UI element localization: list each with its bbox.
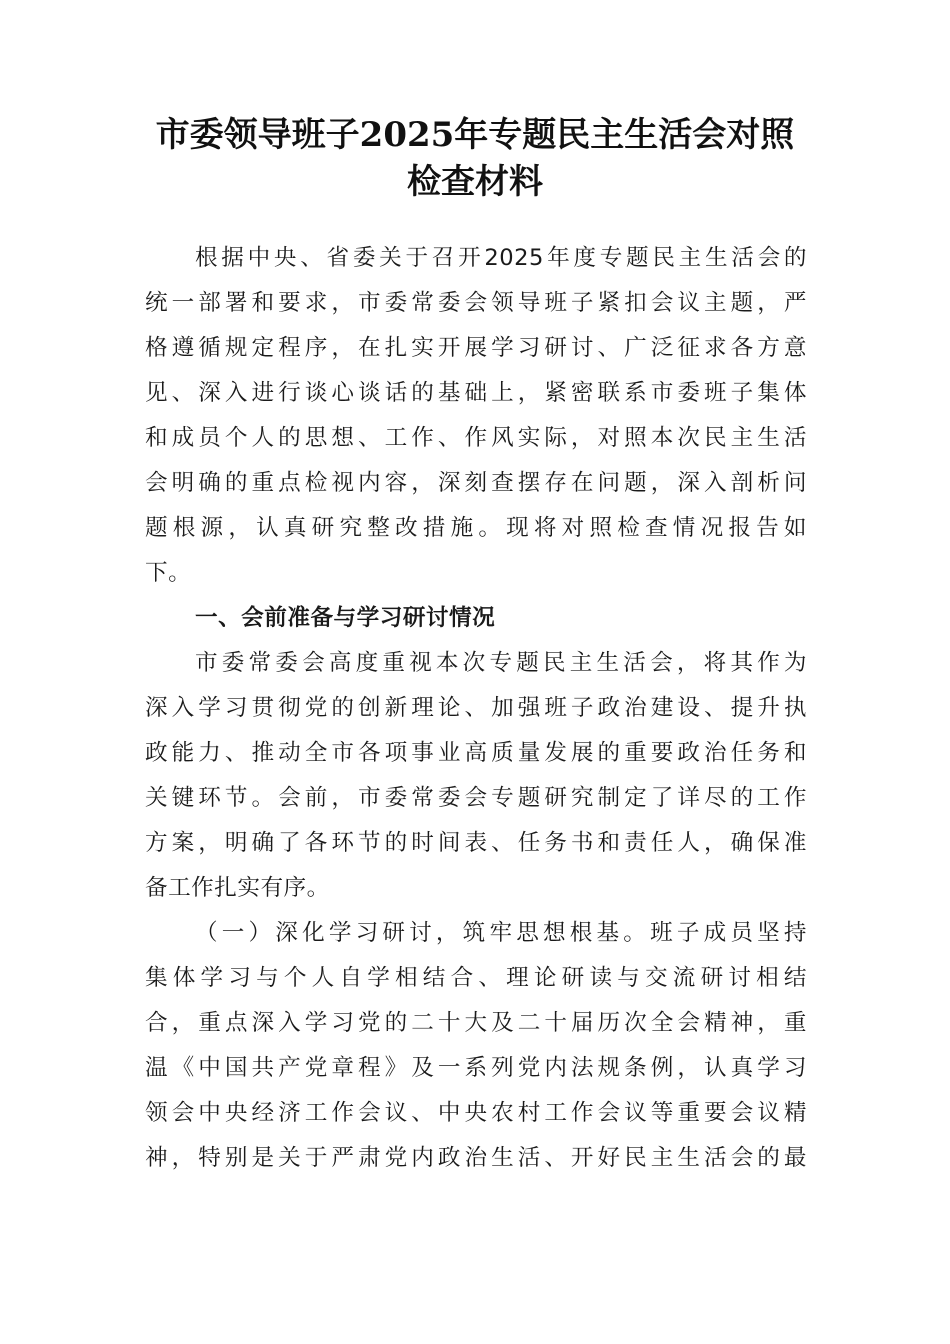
document-body: [145, 236, 807, 1181]
title-line-2: 检查材料: [407, 162, 543, 202]
paragraph-line: 领会中央经济工作会议、中央农村工作会议等重要会议精: [145, 1100, 807, 1126]
subsection-first-text: 班子成员坚持: [650, 920, 808, 946]
paragraph-line: 方案，明确了各环节的时间表、任务书和责任人，确保准: [145, 830, 807, 856]
paragraph-line: 政能力、推动全市各项事业高质量发展的重要政治任务和: [145, 740, 807, 766]
paragraph-line: 会明确的重点检视内容，深刻查摆存在问题，深入剖析问: [145, 470, 807, 496]
paragraph-line: 备工作扎实有序。: [145, 875, 330, 901]
paragraph-line: 和成员个人的思想、工作、作风实际，对照本次民主生活: [145, 425, 807, 451]
paragraph-line: 下。: [145, 560, 192, 586]
paragraph-line: 市委常委会高度重视本次专题民主生活会，将其作为: [195, 650, 807, 676]
paragraph-line: 合，重点深入学习党的二十大及二十届历次全会精神，重: [145, 1010, 807, 1036]
section-heading: 一、会前准备与学习研讨情况: [195, 605, 496, 631]
paragraph-line: 深入学习贯彻党的创新理论、加强班子政治建设、提升执: [145, 695, 807, 721]
paragraph-line: 集体学习与个人自学相结合、理论研读与交流研讨相结: [145, 965, 807, 991]
paragraph-line: 格遵循规定程序，在扎实开展学习研讨、广泛征求各方意: [145, 335, 807, 361]
paragraph-line: 题根源，认真研究整改措施。现将对照检查情况报告如: [145, 515, 807, 541]
paragraph-line: 温《中国共产党章程》及一系列党内法规条例，认真学习: [145, 1055, 807, 1081]
paragraph-line: 根据中央、省委关于召开2025年度专题民主生活会的: [195, 245, 807, 271]
paragraph-line: 统一部署和要求，市委常委会领导班子紧扣会议主题，严: [145, 290, 807, 316]
subsection-first-line: [145, 911, 807, 956]
title-line-1: 市委领导班子2025年专题民主生活会对照: [155, 115, 795, 155]
subsection-heading: （一）深化学习研讨，筑牢思想根基。: [195, 920, 651, 946]
paragraph-line: 神，特别是关于严肃党内政治生活、开好民主生活会的最: [145, 1145, 807, 1171]
paragraph-line: 见、深入进行谈心谈话的基础上，紧密联系市委班子集体: [145, 380, 807, 406]
paragraph-line: 关键环节。会前，市委常委会专题研究制定了详尽的工作: [145, 785, 807, 811]
document-title: [110, 112, 840, 206]
